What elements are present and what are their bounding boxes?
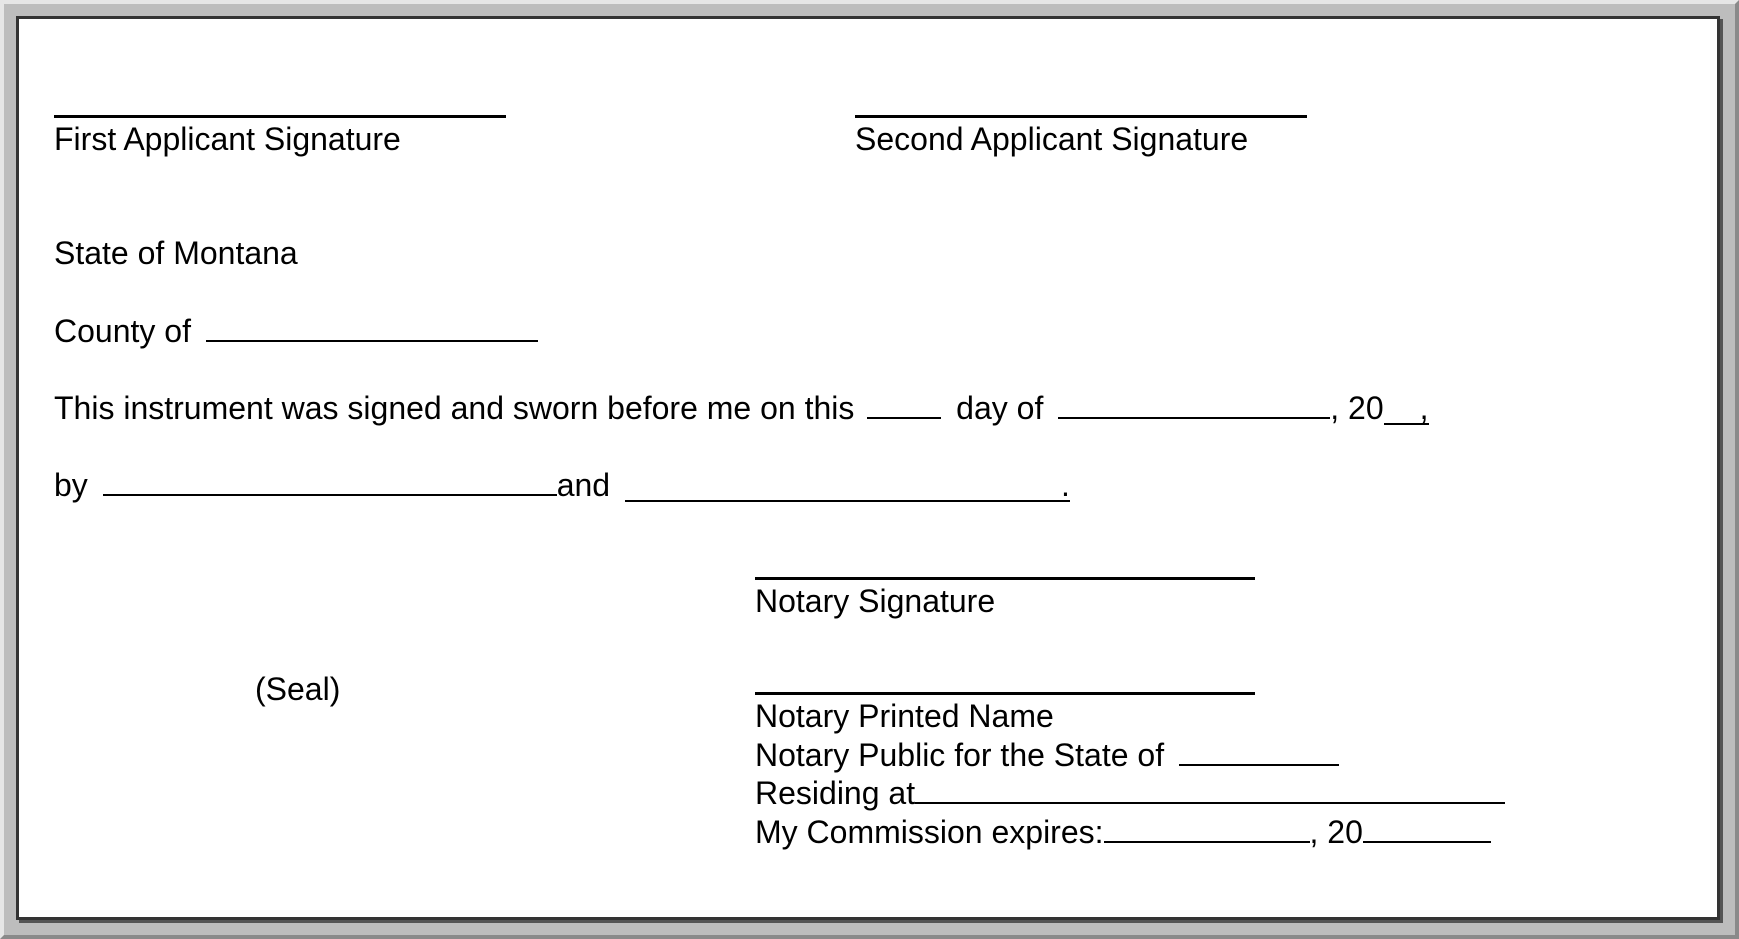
year-blank[interactable] [1384,390,1429,426]
notary-public-state-line [755,736,1339,773]
notary-printed-name-label: Notary Printed Name [755,698,1054,734]
and-text: and [556,467,611,503]
month-blank[interactable] [1058,389,1330,419]
sworn-line [54,389,1429,426]
county-label: County of [54,313,191,349]
residing-line [755,774,1505,811]
day-of-text: day of [956,390,1044,426]
notary-signature-label: Notary Signature [755,583,996,619]
commission-label: My Commission expires: [755,814,1104,850]
state-line: State of Montana [54,235,298,271]
notary-state-blank[interactable] [1179,736,1339,766]
notary-printed-name-line[interactable] [755,692,1255,695]
notary-public-state-label: Notary Public for the State of [755,737,1165,773]
by-text: by [54,467,88,503]
seal-label: (Seal) [255,671,341,707]
sworn-text: This instrument was signed and sworn before me on this [54,390,855,426]
notary-signature-line[interactable] [755,577,1255,580]
commission-line [755,813,1491,850]
first-applicant-signature-line[interactable] [54,115,506,118]
second-applicant-signature-line[interactable] [855,115,1307,118]
trailing-comma: , [1419,390,1429,426]
residing-label: Residing at [755,775,916,811]
by-line [54,466,1070,503]
day-blank[interactable] [867,389,941,419]
year-prefix-text: , 20 [1330,390,1384,426]
commission-year-blank[interactable] [1363,813,1491,843]
county-blank[interactable] [206,312,538,342]
period-text: . [1060,467,1070,503]
first-applicant-signature-label: First Applicant Signature [54,121,401,157]
county-line [54,312,538,349]
commission-year-prefix: , 20 [1309,814,1363,850]
second-signer-blank[interactable] [625,467,1070,503]
commission-date-blank[interactable] [1104,813,1310,843]
residing-blank[interactable] [915,774,1505,804]
first-signer-blank[interactable] [103,466,557,496]
second-applicant-signature-label: Second Applicant Signature [855,121,1249,157]
document-page [16,16,1720,920]
